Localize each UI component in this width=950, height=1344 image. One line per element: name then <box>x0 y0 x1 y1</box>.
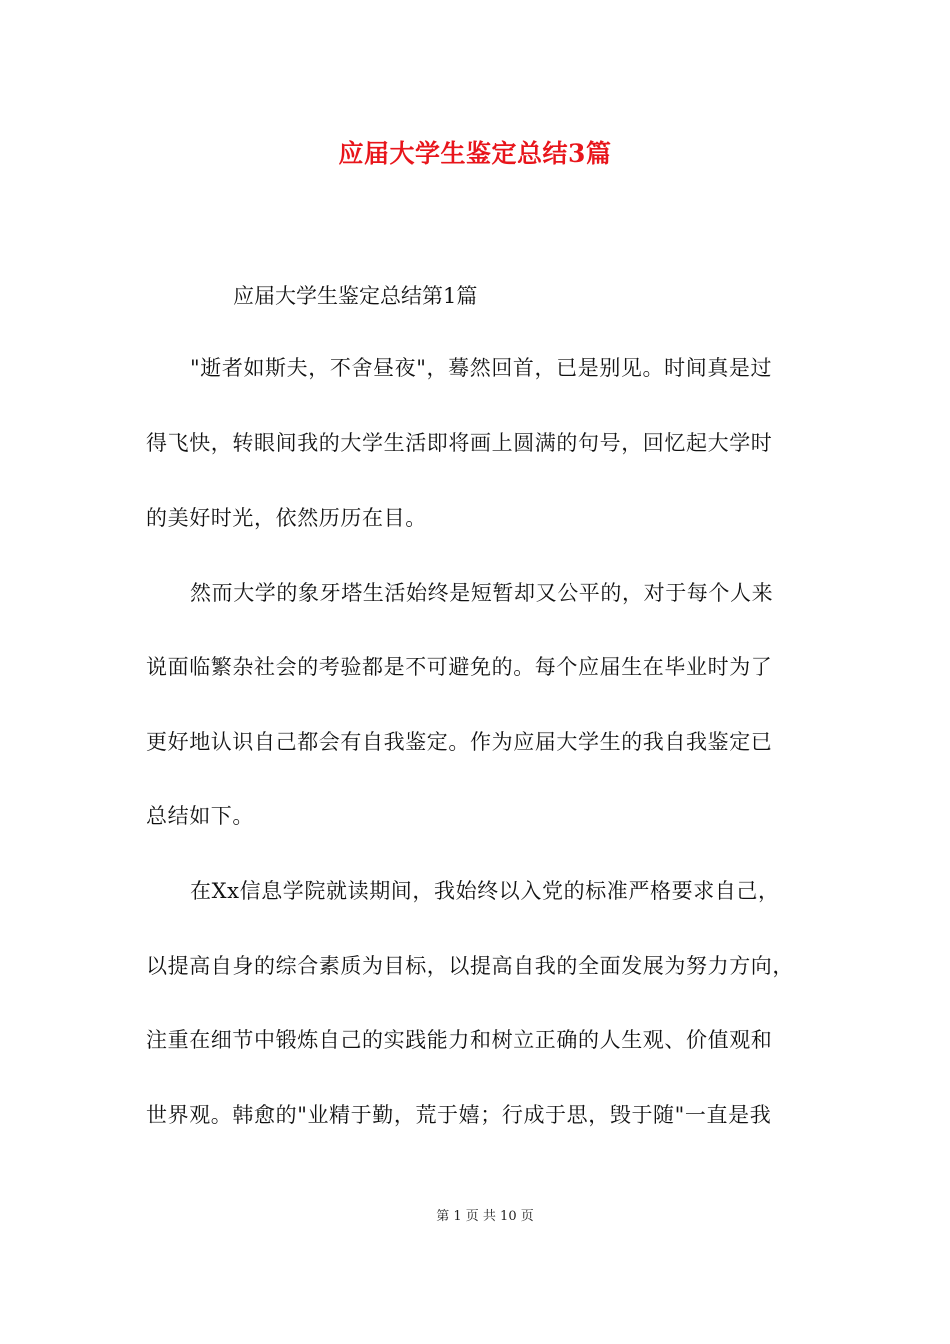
section-heading: 应届大学生鉴定总结第1篇 <box>233 284 478 308</box>
paragraph-line: 更好地认识自己都会有自我鉴定。作为应届大学生的我自我鉴定已 <box>146 730 773 754</box>
paragraph-line: 得飞快，转眼间我的大学生活即将画上圆满的句号，回忆起大学时 <box>146 431 773 455</box>
paragraph-line: 说面临繁杂社会的考验都是不可避免的。每个应届生在毕业时为了 <box>146 655 773 679</box>
paragraph-line: 总结如下。 <box>146 804 254 828</box>
document-title: 应届大学生鉴定总结3篇 <box>338 139 612 168</box>
paragraph-line: 在Xx信息学院就读期间，我始终以入党的标准严格要求自己， <box>190 879 780 903</box>
paragraph-line: 注重在细节中锻炼自己的实践能力和树立正确的人生观、价值观和 <box>146 1028 773 1052</box>
paragraph-line: 的美好时光，依然历历在目。 <box>146 506 427 530</box>
paragraph-line: 以提高自身的综合素质为目标，以提高自我的全面发展为努力方向， <box>146 954 794 978</box>
paragraph-line: "逝者如斯夫，不舍昼夜"，蓦然回首，已是别见。时间真是过 <box>190 356 773 380</box>
paragraph-line: 世界观。韩愈的"业精于勤，荒于嬉；行成于思，毁于随"一直是我 <box>146 1103 772 1127</box>
page-number-footer: 第 1 页 共 10 页 <box>436 1209 534 1224</box>
paragraph-line: 然而大学的象牙塔生活始终是短暂却又公平的，对于每个人来 <box>190 581 774 605</box>
